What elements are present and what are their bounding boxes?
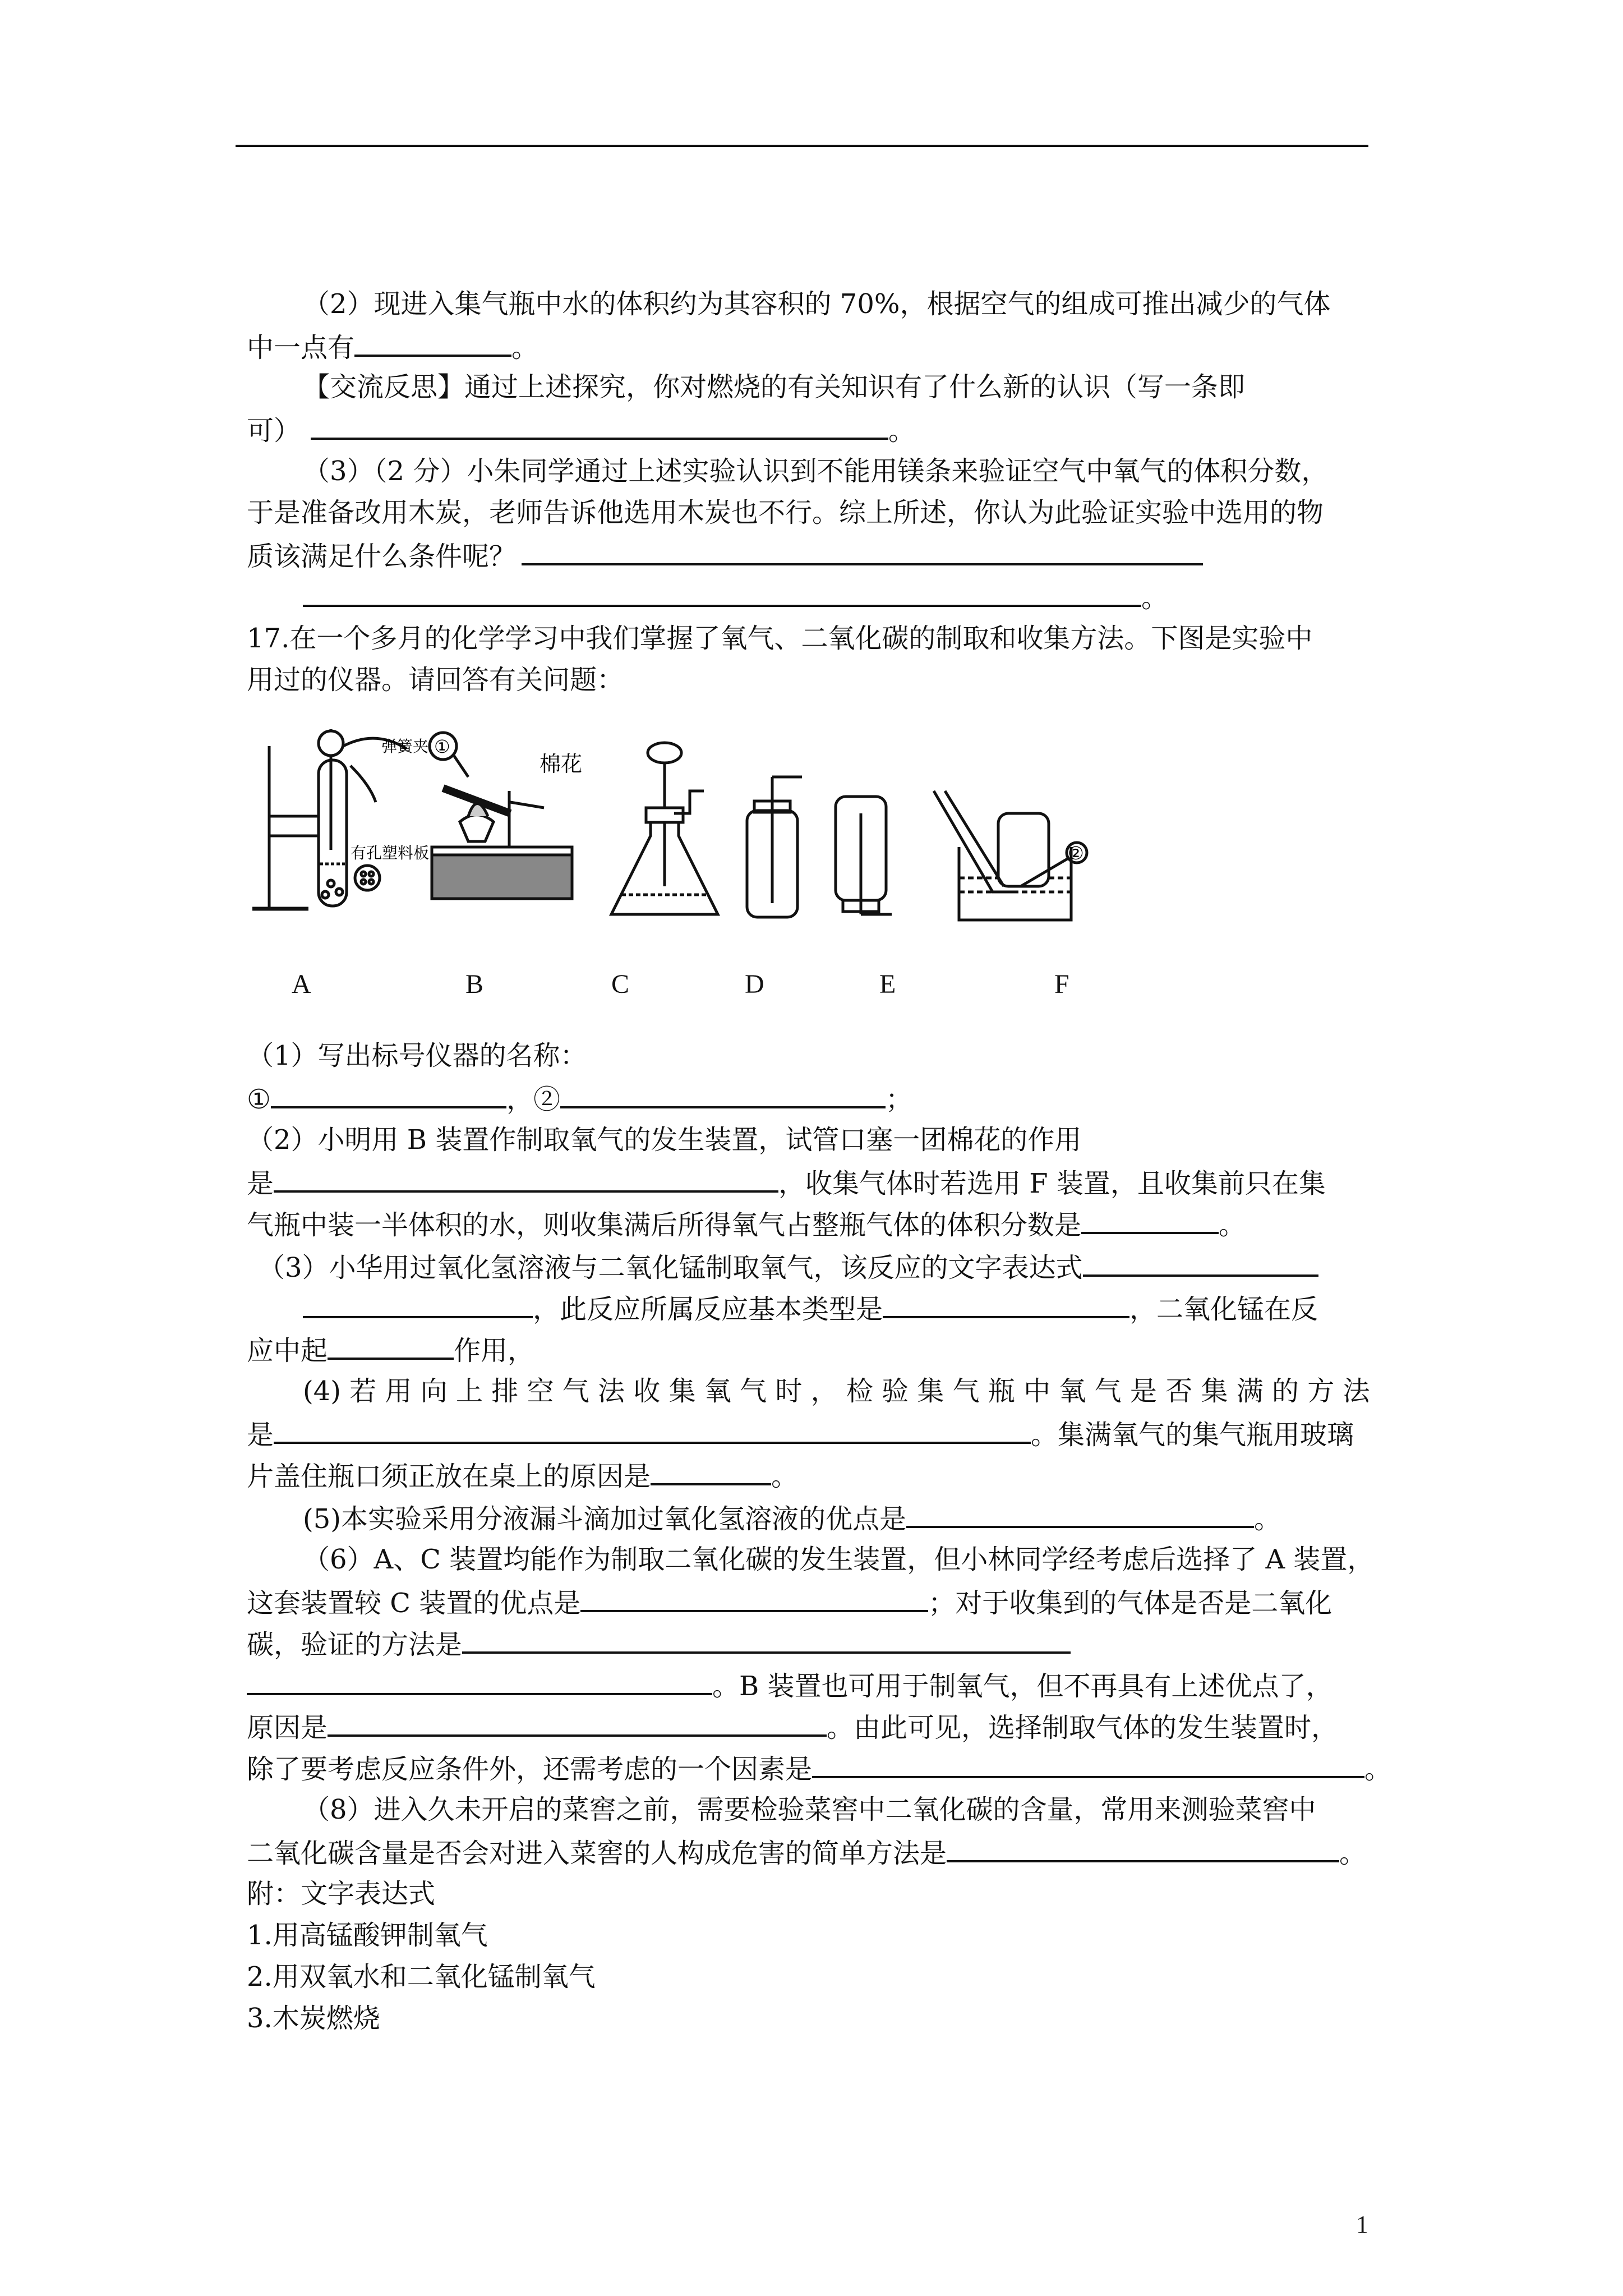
q16-part2-text: 中一点有 — [247, 332, 355, 364]
q17-s6-text6: 。由此可见，选择制取气体的发生装置时， — [827, 1712, 1339, 1743]
q17-s6-line6 — [247, 1750, 1391, 1786]
answer-blank[interactable] — [328, 1332, 454, 1360]
q17-s1-line1: （1）写出标号仪器的名称： — [247, 1040, 587, 1071]
q17-s8-end: 。 — [1339, 1838, 1367, 1869]
answer-blank[interactable] — [947, 1834, 1339, 1862]
q17-s2-line3 — [247, 1206, 1246, 1242]
answer-blank[interactable] — [580, 1584, 928, 1612]
q17-s4-text1: 是 — [247, 1419, 274, 1451]
q17-s1-end: ； — [886, 1084, 913, 1115]
apparatus-mark-1: ① — [434, 736, 450, 757]
q16-reflection-line2 — [247, 412, 915, 448]
q17-s6-text4: 。B 装置也可用于制氧气，但不再具有上述优点了， — [712, 1671, 1333, 1702]
cotton-label: 棉花 — [540, 752, 583, 776]
q17-s2-line1: （2）小明用 B 装置作制取氧气的发生装置，试管口塞一团棉花的作用 — [247, 1124, 1082, 1156]
answer-blank[interactable] — [271, 1080, 506, 1108]
answer-blank[interactable] — [522, 537, 1203, 565]
figure-label-f: F — [1054, 969, 1069, 999]
apparatus-mark-2: ② — [1068, 843, 1084, 864]
q17-s4-end: 。 — [771, 1461, 799, 1492]
q16-part3-end: 。 — [1141, 582, 1169, 614]
answer-blank[interactable] — [328, 1709, 827, 1737]
q16-reflection-line1: 【交流反思】通过上述探究，你对燃烧的有关知识有了什么新的认识（写一条即 — [303, 371, 1246, 403]
q17-s3-text2: ，此反应所属反应基本类型是 — [533, 1294, 883, 1325]
figure-label-c: C — [611, 969, 630, 999]
q17-s3-line3 — [247, 1332, 534, 1368]
answer-blank[interactable] — [560, 1080, 886, 1108]
figure-label-d: D — [745, 969, 764, 999]
answer-blank[interactable] — [311, 412, 888, 440]
q17-s6-text3: 碳，验证的方法是 — [247, 1629, 463, 1660]
q17-s1-sep: ，② — [506, 1084, 561, 1115]
q16-part2-end: 。 — [511, 332, 539, 364]
apparatus-a — [252, 729, 407, 909]
answer-blank[interactable] — [303, 1290, 533, 1318]
q17-s3-text1: （3）小华用过氧化氢溶液与二氧化锰制取氧气，该反应的文字表达式 — [258, 1252, 1083, 1283]
answer-blank[interactable] — [812, 1750, 1364, 1778]
q16-part3-line2: 于是准备改用木炭，老师告诉他选用木炭也不行。综上所述，你认为此验证实验中选用的物 — [247, 497, 1324, 528]
header-rule — [236, 145, 1368, 147]
q17-s6-line4 — [247, 1667, 1333, 1703]
q17-s4-text3: 片盖住瓶口须正放在桌上的原因是 — [247, 1461, 651, 1492]
answer-blank[interactable] — [274, 1165, 778, 1193]
appendix-item: 1.用高锰酸钾制氧气 — [247, 1920, 488, 1951]
apparatus-e — [836, 797, 892, 914]
figure-label-b: B — [465, 969, 484, 999]
answer-blank[interactable] — [354, 329, 511, 357]
appendix-item: 2.用双氧水和二氧化锰制氧气 — [247, 1961, 596, 1993]
q17-s4-text2: 。集满氧气的集气瓶用玻璃 — [1031, 1419, 1354, 1451]
q17-s5-line1 — [303, 1500, 1281, 1536]
q17-s2-text3: 气瓶中装一半体积的水，则收集满后所得氧气占整瓶气体的体积分数是 — [247, 1209, 1082, 1241]
porous-plate-label: 有孔塑料板 — [351, 844, 430, 862]
q17-s4-line3 — [247, 1457, 798, 1493]
answer-blank[interactable] — [1083, 1249, 1318, 1277]
apparatus-c — [611, 743, 718, 914]
q17-s4-line1: (4) 若 用 向 上 排 空 气 法 收 集 氧 气 时 ， 检 验 集 气 瓶 中 氧 气 是 否 集 满 的 方 法 — [303, 1375, 1370, 1407]
q17-s6-text2: ；对于收集到的气体是否是二氧化 — [928, 1588, 1332, 1619]
q17-s3-line2 — [303, 1290, 1318, 1326]
q17-s2-text1: 是 — [247, 1168, 274, 1199]
q16-reflection-end: 。 — [888, 415, 916, 447]
q17-s6-line5 — [247, 1709, 1338, 1745]
q16-part3-line1: （3）（2 分）小朱同学通过上述实验认识到不能用镁条来验证空气中氧气的体积分数， — [303, 455, 1329, 487]
q17-s5-end: 。 — [1254, 1503, 1281, 1535]
q17-s6-line2 — [247, 1584, 1332, 1620]
q16-reflection-text: 可） — [247, 415, 301, 447]
q16-part3-text: 质该满足什么条件呢？ — [247, 541, 517, 572]
figure-label-a: A — [292, 969, 311, 999]
q17-s1-line2 — [247, 1080, 912, 1116]
q17-s6-line1: （6）A、C 装置均能作为制取二氧化碳的发生装置，但小林同学经考虑后选择了 A 装置， — [303, 1544, 1375, 1575]
page-number: 1 — [1356, 2211, 1368, 2238]
q17-intro-line1: 17.在一个多月的化学学习中我们掌握了氧气、二氧化碳的制取和收集方法。下图是实验中 — [247, 623, 1313, 654]
q17-s1-mark1: ① — [247, 1084, 271, 1115]
q17-intro-line2: 用过的仪器。请回答有关问题： — [247, 664, 624, 696]
apparatus-d — [747, 777, 802, 917]
q17-s3-text4: 应中起 — [247, 1335, 328, 1366]
q16-part3-line3 — [247, 537, 1203, 573]
q17-s2-line2 — [247, 1165, 1326, 1200]
answer-blank[interactable] — [883, 1290, 1129, 1318]
q17-s6-text1: 这套装置较 C 装置的优点是 — [247, 1588, 581, 1619]
q16-part2-line1: （2）现进入集气瓶中水的体积约为其容积的 70%，根据空气的组成可推出减少的气体 — [303, 288, 1331, 320]
q16-part2-line2 — [247, 329, 538, 365]
answer-blank[interactable] — [247, 1667, 712, 1695]
answer-blank[interactable] — [462, 1626, 1071, 1654]
q17-s3-text5: 作用， — [454, 1335, 535, 1366]
appendix-title: 附：文字表达式 — [247, 1878, 436, 1910]
answer-blank[interactable] — [1081, 1206, 1219, 1234]
answer-blank[interactable] — [906, 1500, 1254, 1528]
answer-blank[interactable] — [303, 579, 1141, 607]
q17-s8-line1: （8）进入久未开启的菜窖之前，需要检验菜窖中二氧化碳的含量，常用来测验菜窖中 — [303, 1794, 1316, 1825]
figure-label-e: E — [879, 969, 896, 999]
q17-s3-text3: ，二氧化锰在反 — [1129, 1294, 1318, 1325]
appendix-item: 3.木炭燃烧 — [247, 2003, 380, 2034]
q17-s8-text: 二氧化碳含量是否会对进入菜窖的人构成危害的简单方法是 — [247, 1838, 947, 1869]
answer-blank[interactable] — [651, 1457, 771, 1485]
q17-s6-text5: 原因是 — [247, 1712, 328, 1743]
apparatus-f — [934, 791, 1087, 920]
answer-blank[interactable] — [274, 1416, 1031, 1444]
q17-s6-text7: 除了要考虑反应条件外，还需考虑的一个因素是 — [247, 1754, 813, 1785]
q17-s2-text2: ，收集气体时若选用 F 装置，且收集前只在集 — [778, 1168, 1326, 1199]
q17-s5-text: (5)本实验采用分液漏斗滴加过氧化氢溶液的优点是 — [303, 1503, 906, 1535]
q17-s3-line1 — [258, 1249, 1318, 1285]
q17-s6-end: 。 — [1364, 1754, 1392, 1785]
spring-clip-label: 弹簧夹 — [381, 737, 429, 756]
q16-part3-line4 — [303, 579, 1168, 615]
apparatus-figure — [247, 724, 1133, 937]
q17-s2-end: 。 — [1219, 1209, 1246, 1241]
q17-s8-line2 — [247, 1834, 1366, 1870]
q17-s6-line3 — [247, 1626, 1071, 1662]
q17-s4-line2 — [247, 1416, 1354, 1452]
